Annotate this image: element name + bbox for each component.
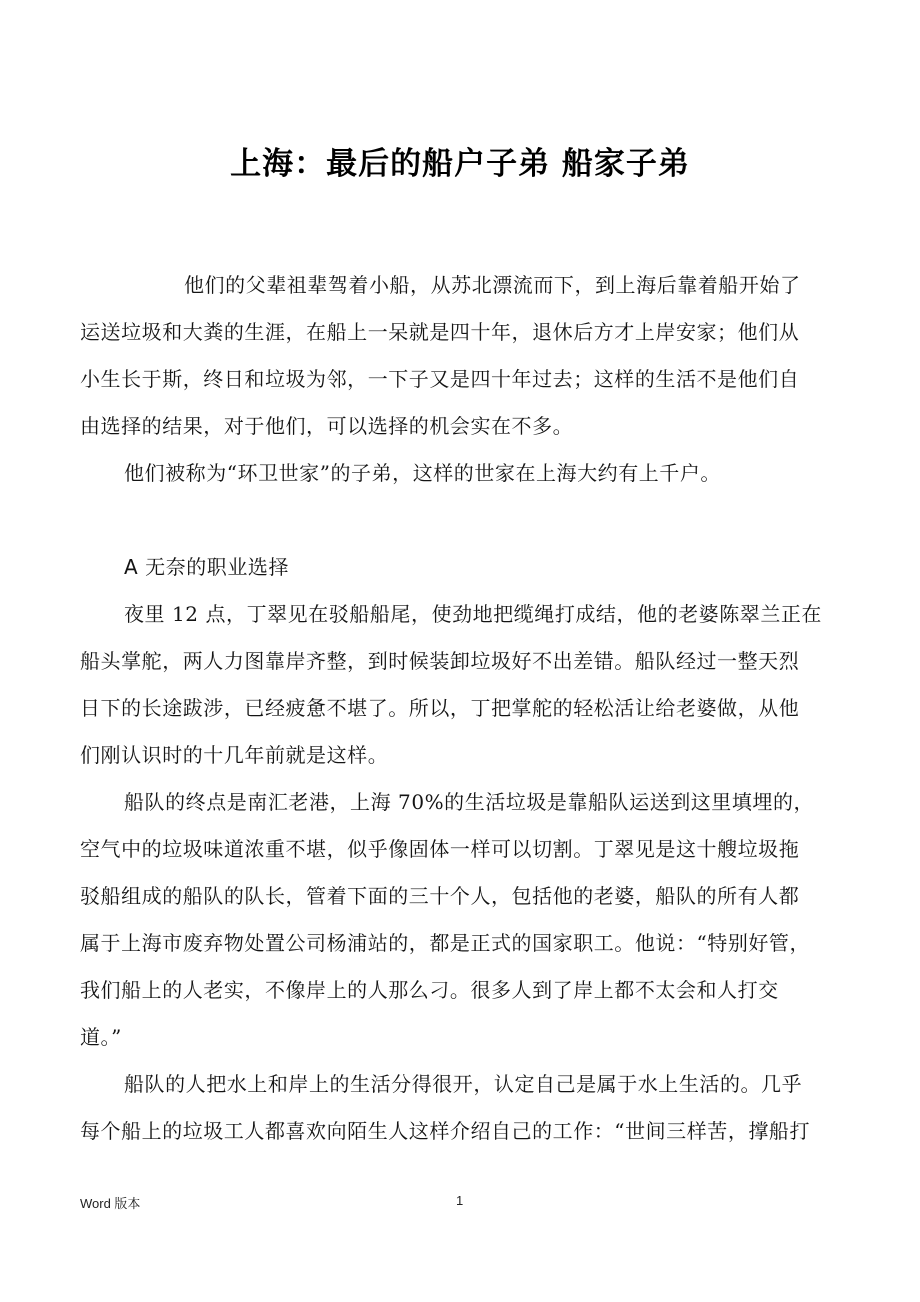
footer-version-label: Word 版本 [80,1196,141,1211]
text-line: 空气中的垃圾味道浓重不堪，似乎像固体一样可以切割。丁翠见是这十艘垃圾拖 [80,837,800,861]
text-line: 驳船组成的船队的队长，管着下面的三十个人，包括他的老婆，船队的所有人都 [80,884,800,908]
paragraph-families [80,456,842,503]
text-line: 每个船上的垃圾工人都喜欢向陌生人这样介绍自己的工作：“世间三样苦，撑船打 [80,1119,811,1143]
text-line: 道。” [80,1025,122,1049]
document-body [80,268,842,1161]
text-line: 船队的人把水上和岸上的生活分得很开，认定自己是属于水上生活的。几乎 [124,1072,803,1096]
page-number: 1 [456,1193,464,1208]
paragraph-intro [80,268,842,456]
text-line: 夜里 12 点，丁翠见在驳船船尾，使劲地把缆绳打成结，他的老婆陈翠兰正在 [124,602,822,626]
text-line: 由选择的结果，对于他们，可以选择的机会实在不多。 [80,414,574,438]
text-line: 小生长于斯，终日和垃圾为邻，一下子又是四十年过去；这样的生活不是他们自 [80,367,800,391]
text-line: 们刚认识时的十几年前就是这样。 [80,743,389,767]
paragraph-water-life [80,1067,842,1161]
text-line: 船头掌舵，两人力图靠岸齐整，到时候装卸垃圾好不出差错。船队经过一整天烈 [80,649,800,673]
document-title: 上海：最后的船户子弟 船家子弟 [230,146,690,182]
text-line: 日下的长途跋涉，已经疲惫不堪了。所以，丁把掌舵的轻松活让给老婆做，从他 [80,696,800,720]
section-heading-text: A 无奈的职业选择 [124,555,289,579]
text-line: 船队的终点是南汇老港，上海 70%的生活垃圾是靠船队运送到这里填埋的， [124,790,815,814]
text-line: 运送垃圾和大粪的生涯，在船上一呆就是四十年，退休后方才上岸安家；他们从 [80,320,800,344]
paragraph-fleet-destination [80,785,842,1067]
section-heading [80,550,842,597]
text-line: 他们的父辈祖辈驾着小船，从苏北漂流而下，到上海后靠着船开始了 [184,273,801,297]
text-line: 属于上海市废弃物处置公司杨浦站的，都是正式的国家职工。他说：“特别好管， [80,931,811,955]
paragraph-spacer [80,503,842,550]
paragraph-night-scene [80,597,842,785]
text-line: 我们船上的人老实，不像岸上的人那么刁。很多人到了岸上都不太会和人打交 [80,978,779,1002]
text-line: 他们被称为“环卫世家”的子弟，这样的世家在上海大约有上千户。 [124,461,721,485]
